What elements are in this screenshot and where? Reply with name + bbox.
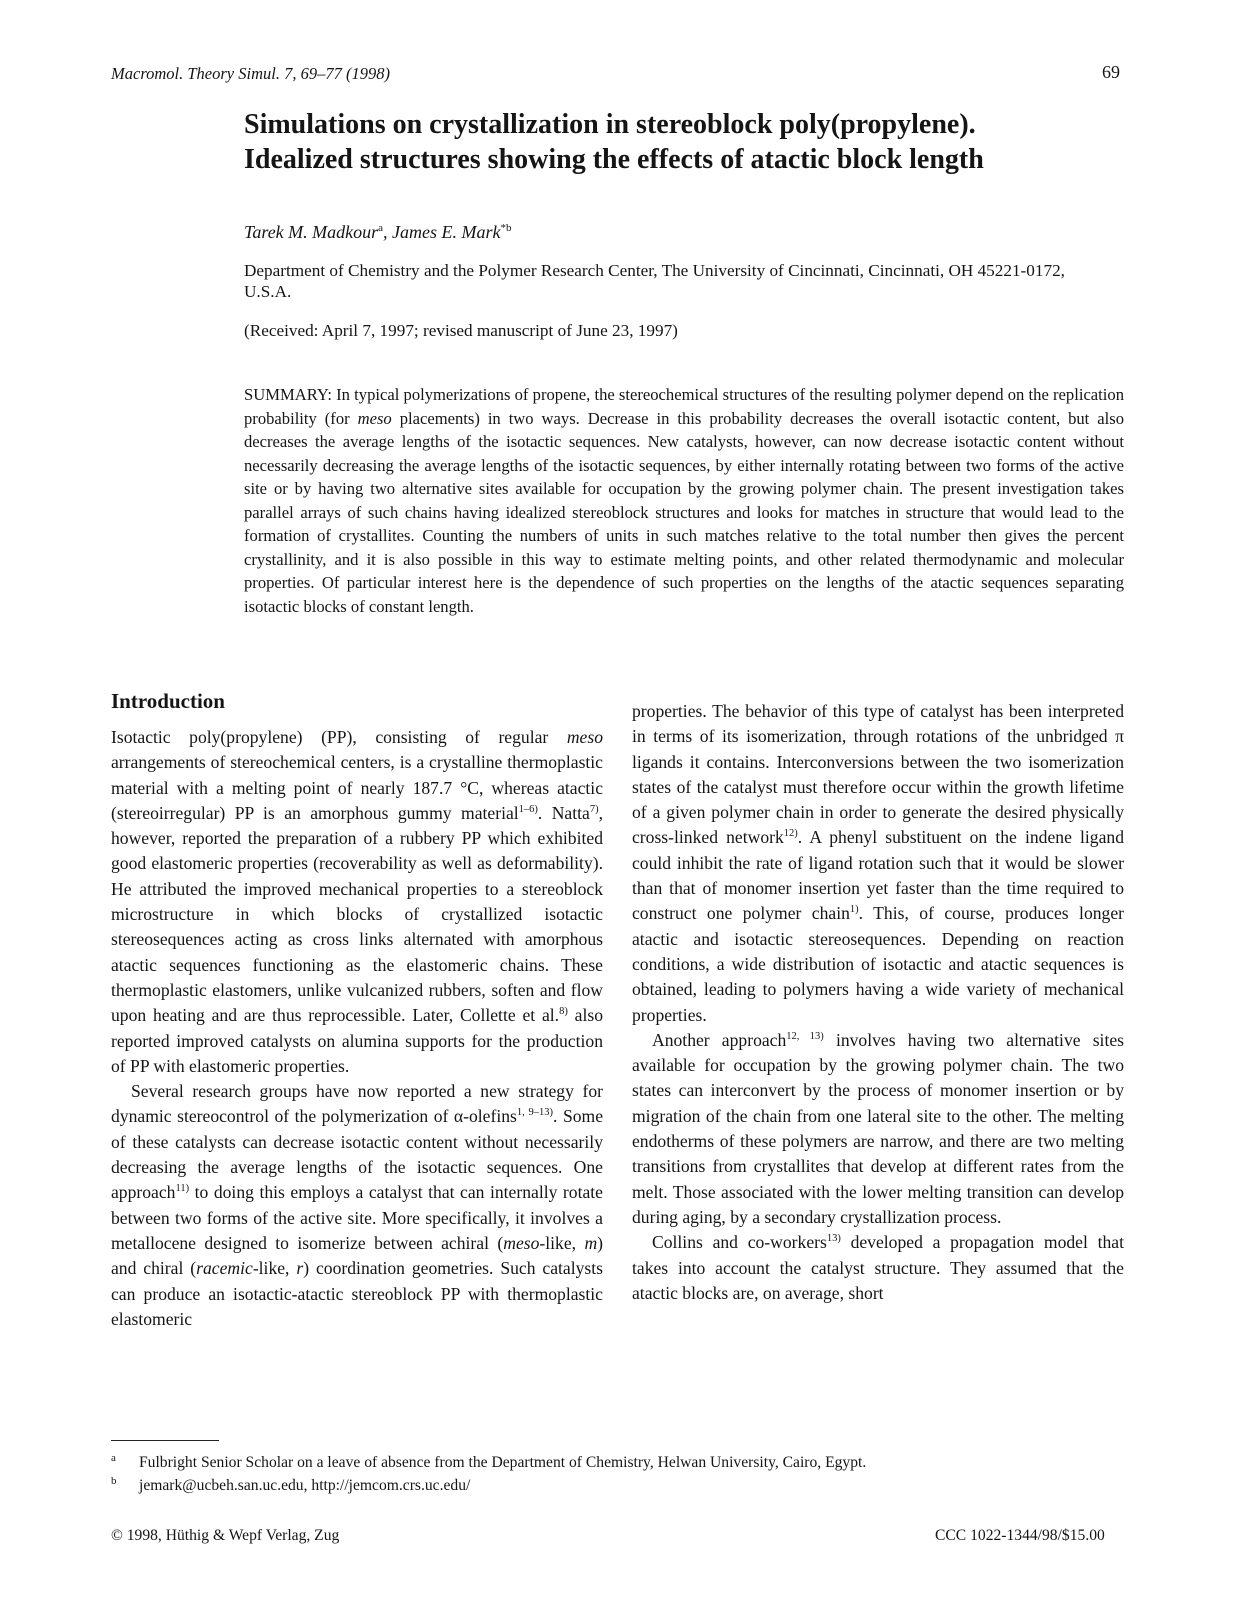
footnote-text: Fulbright Senior Scholar on a leave of absence from the Department of Chemistry, Helwan University, Cairo, Egypt. (139, 1454, 867, 1472)
italic-text: meso (566, 727, 603, 747)
citation-ref: 1, 9–13) (516, 1107, 554, 1119)
text-run: . A phenyl substituent on the indene ligand could inhibit the rate of ligand rotation such that it would be slower than that of monomer insertion yet faster than the time required to construct one polymer chain (632, 827, 1125, 924)
right-column (632, 699, 1124, 1306)
text-run: Several research groups have now reported a new strategy for dynamic stereocontrol of the polymerization of α-olefins (111, 1081, 603, 1127)
paragraph (111, 1079, 603, 1332)
title-line-2: Idealized structures showing the effects of atactic block length (244, 144, 984, 175)
paragraph (111, 725, 603, 1079)
summary-text: placements) in two ways. Decrease in this probability decreases the overall isotactic content, but also decreases the average lengths of the isotactic sequences. New catalysts, however, can now decrease isotactic content without necessarily decreasing the average lengths of the isotactic sequences, by either internally rotating between two forms of the active site or by having two alternative sites available for occupation by the growing polymer chain. The present investigation takes parallel arrays of such chains having idealized stereoblock structures and looks for matches in structure that would lead to the formation of crystallites. Counting the numbers of units in such matches relative to the total number then gives the percent crystallinity, and it is also possible in this way to estimate melting points, and other related thermodynamic and molecular properties. Of particular interest here is the dependence of such properties on the lengths of the atactic sequences separating isotactic blocks of constant length. (244, 408, 1124, 616)
abstract-summary (244, 383, 1124, 618)
italic-text: meso (503, 1232, 540, 1253)
text-run: also reported improved catalysts on alumina supports for the production of PP with elastomeric properties. (111, 1005, 603, 1076)
summary-text: SUMMARY: In typical polymerizations of propene, the stereochemical structures of the resulting polymer depend on the replication probability (for (244, 385, 1124, 428)
paragraph (632, 699, 1124, 1028)
copyright-notice: © 1998, Hüthig & Wepf Verlag, Zug (111, 1527, 340, 1544)
author-mark: *b (500, 222, 512, 234)
citation-ref: 1–6) (518, 804, 538, 816)
ccc-code: CCC 1022-1344/98/$15.00 (935, 1527, 1105, 1544)
citation-ref: 7) (589, 804, 599, 816)
citation-ref: 13) (826, 1233, 841, 1245)
article-title (244, 107, 1184, 177)
footnote-divider (111, 1440, 219, 1441)
text-run: ) coordination geometries. Such catalysts can produce an isotactic-atactic stereoblock PP with thermoplastic elastomeric (111, 1258, 604, 1329)
summary-italic: meso (357, 408, 392, 428)
footnote-mark: b (111, 1475, 117, 1487)
author-mark: a (378, 222, 384, 234)
text-run: ) and chiral ( (111, 1232, 604, 1279)
italic-text: r (296, 1258, 304, 1279)
footnote-b (111, 1471, 470, 1496)
journal-citation: Macromol. Theory Simul. 7, 69–77 (1998) (111, 64, 390, 83)
text-run: Isotactic poly(propylene) (PP), consisting of regular (111, 727, 567, 747)
footnote-mark: a (111, 1452, 116, 1464)
text-run: , however, reported the preparation of a rubbery PP which exhibited good elastomeric properties (recoverability as well as deformability). He attributed the improved mechanical properties to a stereoblock microstructure in which blocks of crystallized isotactic stereosequences acting as cross links alternated with amorphous atactic sequences functioning as the elastomeric chains. These thermoplastic elastomers, unlike vulcanized rubbers, soften and flow upon heating and are thus reprocessible. Later, Collette et al. (111, 802, 603, 1026)
text-run: . Some of these catalysts can decrease isotactic content without necessarily decreasing the average lengths of the isotactic sequences. One approach (111, 1106, 604, 1203)
received-dates: (Received: April 7, 1997; revised manuscript of June 23, 1997) (244, 321, 678, 340)
citation-ref: 11) (175, 1183, 190, 1195)
footnote-a (111, 1448, 866, 1473)
italic-text: racemic (196, 1258, 253, 1279)
text-run: . Natta (537, 802, 590, 823)
section-heading: Introduction (111, 689, 225, 713)
citation-ref: 1) (849, 904, 859, 916)
title-line-1: Simulations on crystallization in stereoblock poly(propylene). (244, 109, 976, 140)
text-run: involves having two alternative sites available for occupation by the growing polymer chain. The two states can interconvert by the process of monomer insertion or by migration of the chain from one lateral site to the other. The melting endotherms of these polymers are narrow, and there are two melting transitions from crystallites that develop at different rates from the melt. Those associated with the lower melting transition can develop during aging, by a secondary crystallization process. (632, 1029, 1124, 1227)
text-run: to doing this employs a catalyst that can internally rotate between two forms of the active site. More specifically, it involves a metallocene designed to isomerize between achiral ( (111, 1182, 603, 1253)
author-list (244, 222, 512, 243)
italic-text: m (584, 1232, 598, 1253)
author-name: Tarek M. Madkour (244, 222, 379, 242)
text-run: -like, (252, 1258, 297, 1279)
citation-ref: 12, 13) (786, 1031, 824, 1042)
footnote-text: jemark@ucbeh.san.uc.edu, http://jemcom.crs.uc.edu/ (139, 1477, 471, 1495)
page-number: 69 (1102, 62, 1120, 82)
text-run: . This, of course, produces longer atactic and isotactic stereosequences. Depending on reaction conditions, a wide distribution of isotactic and atactic sequences is obtained, leading to polymers having a wide variety of mechanical properties. (632, 903, 1124, 1025)
text-run: -like, (539, 1232, 585, 1253)
affiliation: Department of Chemistry and the Polymer Research Center, The University of Cincinnati, Cincinnati, OH 45221-0172, U.S.A. (244, 261, 1065, 301)
text-run: arrangements of stereochemical centers, is a crystalline thermoplastic material with a melting point of nearly 187.7 °C, whereas atactic (stereoirregular) PP is an amorphous gummy material (111, 752, 603, 823)
citation-ref: 12) (783, 828, 798, 840)
text-run: developed a propagation model that takes into account the catalyst structure. They assumed that the atactic blocks are, on average, short (632, 1232, 1124, 1303)
text-run: Another approach (652, 1029, 787, 1050)
left-column (111, 725, 603, 1332)
paragraph (632, 1028, 1124, 1230)
author-name: James E. Mark (392, 222, 501, 242)
text-run: properties. The behavior of this type of catalyst has been interpreted in terms of its isomerization, through rotations of the unbridged π ligands it contains. Interconversions between the two isomerization states of the catalyst must therefore occur within the growth lifetime of a given polymer chain in order to generate the desired physically cross-linked network (632, 701, 1124, 848)
text-run: Collins and co-workers (652, 1232, 827, 1253)
paragraph (632, 1230, 1124, 1306)
citation-ref: 8) (559, 1006, 568, 1018)
author-separator: , (383, 222, 393, 242)
